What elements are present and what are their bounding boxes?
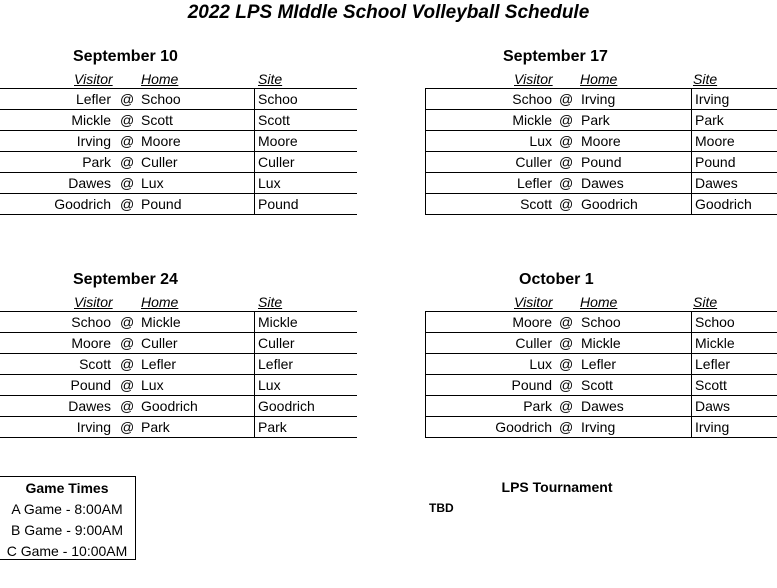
header-site: Site [258, 71, 283, 87]
at-symbol: @ [120, 335, 135, 351]
at-symbol: @ [559, 154, 574, 170]
game-times-box [0, 476, 136, 560]
game-row [426, 375, 777, 396]
home-team: Culler [141, 335, 178, 351]
visitor-team: Schoo [71, 314, 111, 330]
games-table [0, 311, 357, 438]
visitor-team: Park [523, 398, 552, 414]
game-row [426, 131, 777, 152]
game-site: Pound [695, 154, 736, 170]
header-home: Home [580, 71, 618, 87]
game-time-c: C Game - 10:00AM [6, 543, 128, 559]
at-symbol: @ [559, 356, 574, 372]
home-team: Scott [581, 377, 613, 393]
visitor-team: Lux [529, 133, 552, 149]
at-symbol: @ [559, 112, 574, 128]
game-site: Lux [258, 377, 281, 393]
game-site: Irving [695, 419, 730, 435]
at-symbol: @ [559, 196, 574, 212]
visitor-team: Moore [512, 314, 552, 330]
home-team: Irving [581, 419, 616, 435]
home-team: Goodrich [581, 196, 638, 212]
home-team: Mickle [141, 314, 181, 330]
site-divider [691, 89, 692, 215]
visitor-team: Scott [520, 196, 552, 212]
visitor-team: Mickle [512, 112, 552, 128]
game-row [426, 89, 777, 110]
site-divider [691, 312, 692, 438]
visitor-team: Dawes [68, 175, 111, 191]
game-site: Moore [258, 133, 298, 149]
at-symbol: @ [120, 398, 135, 414]
game-site: Goodrich [695, 196, 752, 212]
home-team: Park [141, 419, 170, 435]
home-team: Dawes [581, 398, 624, 414]
header-home: Home [141, 294, 179, 310]
at-symbol: @ [559, 314, 574, 330]
game-row [426, 333, 777, 354]
game-time-b: B Game - 9:00AM [10, 522, 124, 538]
game-site: Schoo [258, 91, 298, 107]
at-symbol: @ [120, 196, 135, 212]
game-site: Lefler [258, 356, 294, 372]
home-team: Lux [141, 175, 164, 191]
at-symbol: @ [120, 91, 135, 107]
header-site: Site [693, 71, 718, 87]
game-row [426, 110, 777, 131]
game-site: Goodrich [258, 398, 315, 414]
tournament-heading: LPS Tournament [501, 479, 613, 495]
week-date: September 17 [503, 48, 608, 65]
header-home: Home [580, 294, 618, 310]
at-symbol: @ [120, 419, 135, 435]
visitor-team: Mickle [71, 112, 111, 128]
game-row [0, 354, 357, 375]
home-team: Culler [141, 154, 178, 170]
at-symbol: @ [559, 91, 574, 107]
game-site: Pound [258, 196, 299, 212]
header-site: Site [693, 294, 718, 310]
game-site: Daws [695, 398, 731, 414]
at-symbol: @ [120, 112, 135, 128]
site-divider [254, 89, 255, 215]
at-symbol: @ [120, 175, 135, 191]
home-team: Dawes [581, 175, 624, 191]
game-row [0, 89, 357, 110]
game-site: Scott [258, 112, 290, 128]
game-site: Lux [258, 175, 281, 191]
header-home: Home [141, 71, 179, 87]
game-site: Dawes [695, 175, 738, 191]
game-row [0, 173, 357, 194]
game-row [0, 194, 357, 215]
game-row [0, 417, 357, 438]
site-divider [254, 312, 255, 438]
week-date: September 10 [73, 48, 178, 65]
home-team: Park [581, 112, 610, 128]
at-symbol: @ [120, 314, 135, 330]
game-site: Park [258, 419, 287, 435]
at-symbol: @ [559, 419, 574, 435]
game-row [426, 396, 777, 417]
home-team: Mickle [581, 335, 621, 351]
at-symbol: @ [559, 133, 574, 149]
tournament-value: TBD [429, 501, 454, 515]
games-table [0, 88, 357, 215]
visitor-team: Moore [71, 335, 111, 351]
visitor-team: Dawes [68, 398, 111, 414]
home-team: Schoo [581, 314, 621, 330]
game-row [426, 152, 777, 173]
home-team: Scott [141, 112, 173, 128]
home-team: Pound [581, 154, 622, 170]
header-visitor: Visitor [74, 294, 113, 310]
week-block [425, 48, 777, 218]
game-row [0, 312, 357, 333]
game-site: Mickle [258, 314, 298, 330]
visitor-team: Pound [70, 377, 111, 393]
visitor-team: Lefler [75, 91, 111, 107]
game-site: Schoo [695, 314, 735, 330]
visitor-team: Goodrich [54, 196, 111, 212]
at-symbol: @ [559, 398, 574, 414]
game-site: Mickle [695, 335, 735, 351]
game-site: Irving [695, 91, 730, 107]
home-team: Moore [581, 133, 621, 149]
game-row [0, 333, 357, 354]
game-site: Culler [258, 335, 295, 351]
game-row [0, 152, 357, 173]
at-symbol: @ [559, 335, 574, 351]
visitor-team: Lux [529, 356, 552, 372]
at-symbol: @ [120, 356, 135, 372]
week-block [0, 271, 357, 441]
home-team: Lux [141, 377, 164, 393]
visitor-team: Scott [79, 356, 111, 372]
week-date: September 24 [73, 271, 178, 288]
game-row [0, 131, 357, 152]
visitor-team: Irving [76, 133, 111, 149]
visitor-team: Schoo [512, 91, 552, 107]
home-team: Goodrich [141, 398, 198, 414]
visitor-team: Pound [511, 377, 552, 393]
game-row [426, 173, 777, 194]
header-visitor: Visitor [514, 71, 553, 87]
visitor-team: Goodrich [495, 419, 552, 435]
home-team: Moore [141, 133, 181, 149]
game-row [426, 312, 777, 333]
visitor-team: Culler [515, 335, 552, 351]
game-times-heading: Game Times [25, 480, 109, 496]
game-row [0, 110, 357, 131]
week-date: October 1 [519, 271, 594, 288]
page-title: 2022 LPS MIddle School Volleyball Schedule [187, 2, 590, 23]
visitor-team: Culler [515, 154, 552, 170]
at-symbol: @ [120, 154, 135, 170]
header-site: Site [258, 294, 283, 310]
game-row [426, 417, 777, 438]
game-site: Moore [695, 133, 735, 149]
at-symbol: @ [120, 377, 135, 393]
at-symbol: @ [120, 133, 135, 149]
home-team: Irving [581, 91, 616, 107]
game-row [426, 194, 777, 215]
week-block [425, 271, 777, 441]
games-table [425, 311, 777, 438]
games-table [425, 88, 777, 215]
home-team: Schoo [141, 91, 181, 107]
game-site: Scott [695, 377, 727, 393]
home-team: Lefler [581, 356, 617, 372]
game-row [0, 396, 357, 417]
visitor-team: Lefler [516, 175, 552, 191]
home-team: Lefler [141, 356, 177, 372]
at-symbol: @ [559, 377, 574, 393]
game-site: Park [695, 112, 724, 128]
home-team: Pound [141, 196, 182, 212]
game-row [0, 375, 357, 396]
game-site: Lefler [695, 356, 731, 372]
visitor-team: Irving [76, 419, 111, 435]
at-symbol: @ [559, 175, 574, 191]
week-block [0, 48, 357, 218]
game-time-a: A Game - 8:00AM [11, 501, 123, 517]
header-visitor: Visitor [74, 71, 113, 87]
game-site: Culler [258, 154, 295, 170]
game-row [426, 354, 777, 375]
visitor-team: Park [82, 154, 111, 170]
header-visitor: Visitor [514, 294, 553, 310]
